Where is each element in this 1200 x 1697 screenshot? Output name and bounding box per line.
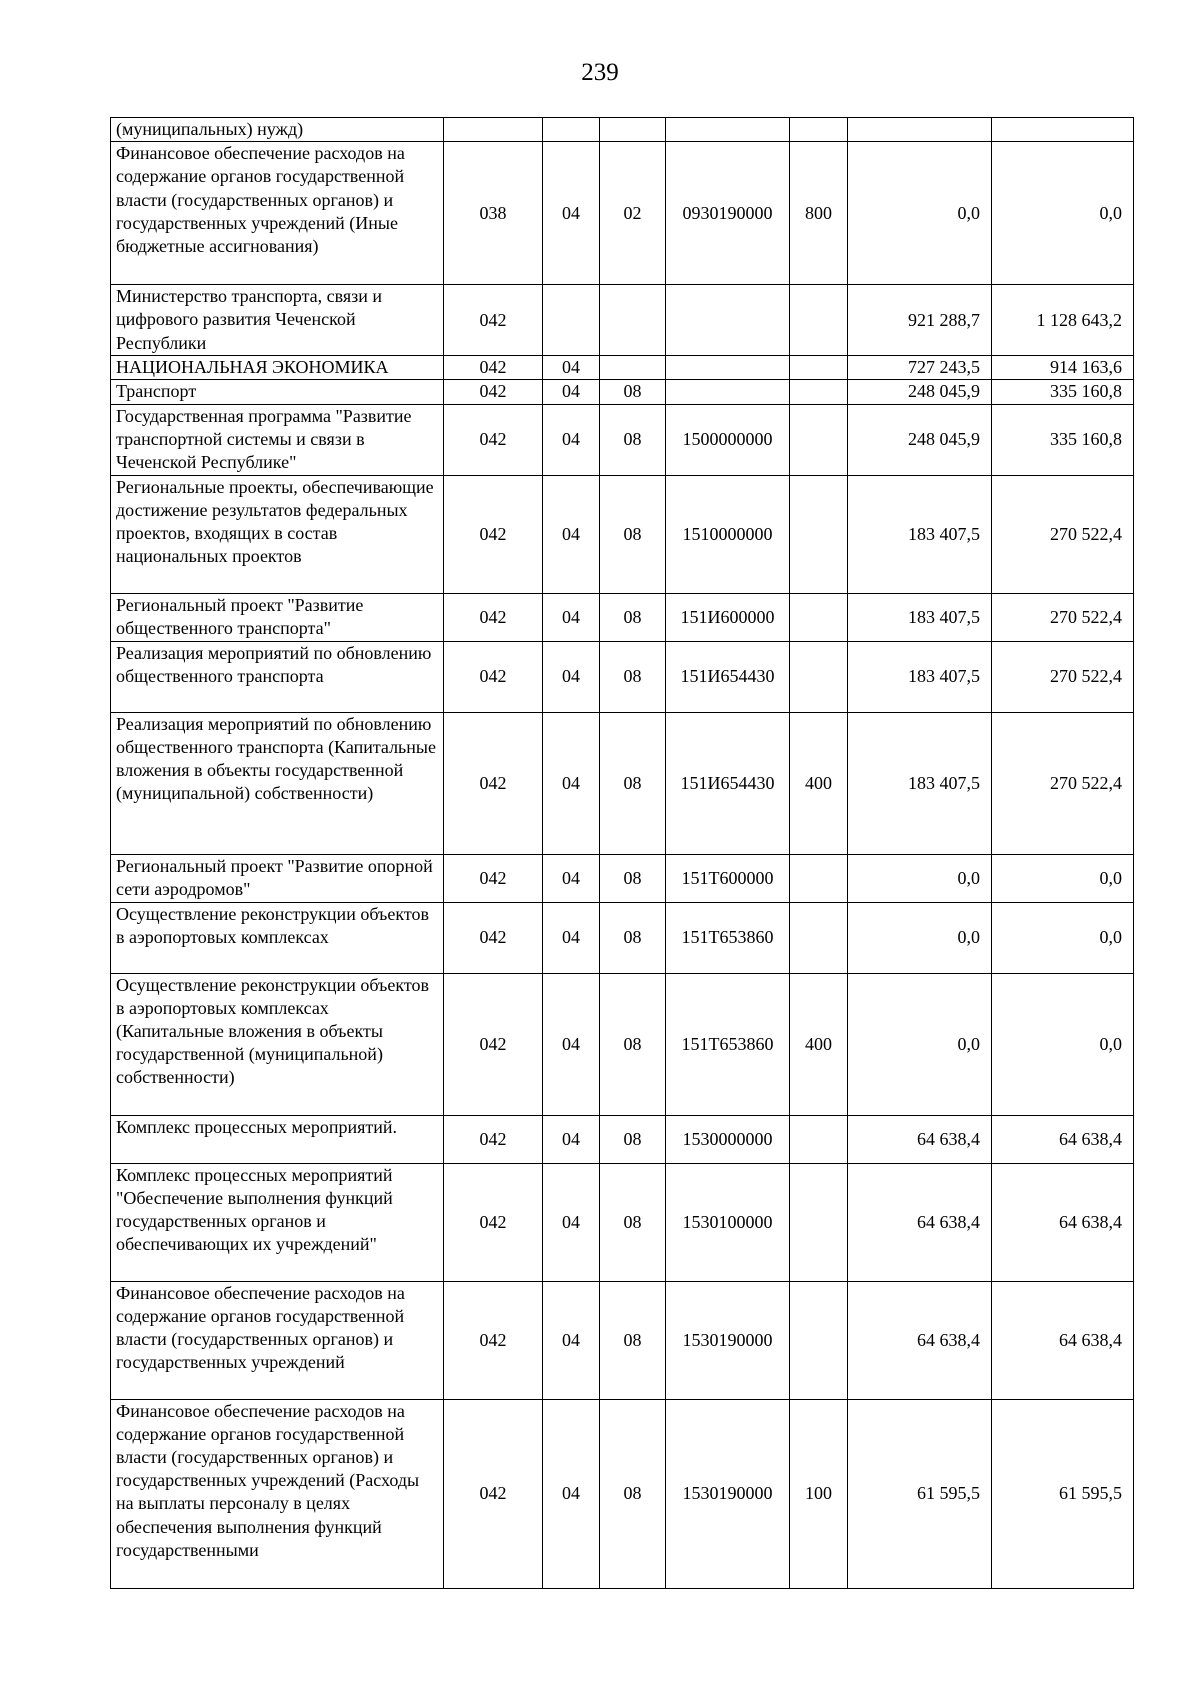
table-body	[111, 118, 1134, 1589]
item-name-cell: Финансовое обеспечение расходов на содержание органов государственной власти (государственных органов) и государственных учреждений	[111, 1281, 444, 1399]
item-name-cell: Региональный проект "Развитие опорной сети аэродромов"	[111, 854, 444, 902]
table-row	[111, 1281, 1134, 1399]
subsection-code-cell	[600, 356, 666, 380]
expense-type-cell	[790, 404, 848, 475]
expense-type-cell	[790, 1281, 848, 1399]
section-code-cell: 04	[543, 404, 600, 475]
subsection-code-cell: 08	[600, 1281, 666, 1399]
amount-year-1-cell	[848, 118, 992, 142]
section-code-cell: 04	[543, 712, 600, 854]
table-row	[111, 118, 1134, 142]
section-code-cell: 04	[543, 973, 600, 1115]
amount-year-2-cell: 0,0	[992, 854, 1134, 902]
expense-type-cell	[790, 356, 848, 380]
expense-type-cell: 400	[790, 973, 848, 1115]
amount-year-1-cell: 61 595,5	[848, 1399, 992, 1588]
amount-year-1-cell: 0,0	[848, 902, 992, 973]
target-article-cell: 151И654430	[666, 712, 790, 854]
item-name-cell: Реализация мероприятий по обновлению общественного транспорта (Капитальные вложения в объекты государственной (муниципальной) собственности)	[111, 712, 444, 854]
amount-year-1-cell: 248 045,9	[848, 404, 992, 475]
amount-year-2-cell: 64 638,4	[992, 1115, 1134, 1163]
target-article-cell: 151Т653860	[666, 902, 790, 973]
section-code-cell: 04	[543, 1399, 600, 1588]
table-row	[111, 641, 1134, 712]
section-code-cell: 04	[543, 142, 600, 285]
subsection-code-cell: 08	[600, 902, 666, 973]
table-row	[111, 712, 1134, 854]
table-row	[111, 285, 1134, 356]
ministry-code-cell: 042	[444, 902, 543, 973]
subsection-code-cell: 08	[600, 1163, 666, 1281]
amount-year-1-cell: 0,0	[848, 854, 992, 902]
expense-type-cell	[790, 1115, 848, 1163]
amount-year-2-cell: 914 163,6	[992, 356, 1134, 380]
item-name-cell: Региональный проект "Развитие общественного транспорта"	[111, 593, 444, 641]
subsection-code-cell: 08	[600, 712, 666, 854]
table-row	[111, 854, 1134, 902]
ministry-code-cell: 042	[444, 380, 543, 404]
item-name-cell: Осуществление реконструкции объектов в аэропортовых комплексах	[111, 902, 444, 973]
item-name-cell: Государственная программа "Развитие транспортной системы и связи в Чеченской Республике"	[111, 404, 444, 475]
section-code-cell: 04	[543, 380, 600, 404]
expense-type-cell	[790, 854, 848, 902]
amount-year-1-cell: 0,0	[848, 973, 992, 1115]
amount-year-2-cell: 0,0	[992, 973, 1134, 1115]
amount-year-1-cell: 921 288,7	[848, 285, 992, 356]
amount-year-1-cell: 64 638,4	[848, 1163, 992, 1281]
target-article-cell: 1530000000	[666, 1115, 790, 1163]
ministry-code-cell: 042	[444, 854, 543, 902]
subsection-code-cell: 08	[600, 973, 666, 1115]
table-row	[111, 593, 1134, 641]
item-name-cell: Министерство транспорта, связи и цифрового развития Чеченской Республики	[111, 285, 444, 356]
amount-year-2-cell: 335 160,8	[992, 380, 1134, 404]
amount-year-1-cell: 183 407,5	[848, 641, 992, 712]
expense-type-cell	[790, 593, 848, 641]
ministry-code-cell: 042	[444, 1163, 543, 1281]
amount-year-2-cell: 64 638,4	[992, 1163, 1134, 1281]
ministry-code-cell: 042	[444, 1115, 543, 1163]
item-name-cell: НАЦИОНАЛЬНАЯ ЭКОНОМИКА	[111, 356, 444, 380]
amount-year-2-cell: 61 595,5	[992, 1399, 1134, 1588]
ministry-code-cell: 042	[444, 1281, 543, 1399]
target-article-cell: 1510000000	[666, 475, 790, 593]
subsection-code-cell: 08	[600, 1115, 666, 1163]
subsection-code-cell: 08	[600, 475, 666, 593]
subsection-code-cell	[600, 118, 666, 142]
section-code-cell: 04	[543, 593, 600, 641]
table-row	[111, 380, 1134, 404]
target-article-cell: 151Т600000	[666, 854, 790, 902]
subsection-code-cell	[600, 285, 666, 356]
section-code-cell: 04	[543, 356, 600, 380]
table-row	[111, 356, 1134, 380]
table-row	[111, 404, 1134, 475]
amount-year-1-cell: 0,0	[848, 142, 992, 285]
target-article-cell	[666, 118, 790, 142]
page-number: 239	[581, 59, 619, 86]
amount-year-2-cell: 270 522,4	[992, 712, 1134, 854]
ministry-code-cell: 042	[444, 285, 543, 356]
amount-year-1-cell: 248 045,9	[848, 380, 992, 404]
amount-year-1-cell: 183 407,5	[848, 475, 992, 593]
expense-type-cell	[790, 380, 848, 404]
amount-year-1-cell: 727 243,5	[848, 356, 992, 380]
table-row	[111, 1399, 1134, 1588]
amount-year-1-cell: 183 407,5	[848, 593, 992, 641]
target-article-cell: 151Т653860	[666, 973, 790, 1115]
subsection-code-cell: 08	[600, 854, 666, 902]
amount-year-2-cell: 270 522,4	[992, 475, 1134, 593]
subsection-code-cell: 08	[600, 380, 666, 404]
section-code-cell: 04	[543, 854, 600, 902]
section-code-cell: 04	[543, 475, 600, 593]
ministry-code-cell: 042	[444, 641, 543, 712]
target-article-cell: 151И600000	[666, 593, 790, 641]
table-row	[111, 973, 1134, 1115]
amount-year-2-cell: 270 522,4	[992, 641, 1134, 712]
subsection-code-cell: 08	[600, 593, 666, 641]
section-code-cell: 04	[543, 902, 600, 973]
amount-year-2-cell: 1 128 643,2	[992, 285, 1134, 356]
amount-year-2-cell: 335 160,8	[992, 404, 1134, 475]
subsection-code-cell: 08	[600, 404, 666, 475]
item-name-cell: Комплекс процессных мероприятий.	[111, 1115, 444, 1163]
item-name-cell: (муниципальных) нужд)	[111, 118, 444, 142]
expense-type-cell	[790, 118, 848, 142]
expense-type-cell	[790, 1163, 848, 1281]
amount-year-2-cell: 270 522,4	[992, 593, 1134, 641]
table-row	[111, 142, 1134, 285]
item-name-cell: Региональные проекты, обеспечивающие достижение результатов федеральных проектов, входящих в состав национальных проектов	[111, 475, 444, 593]
ministry-code-cell: 042	[444, 1399, 543, 1588]
budget-table	[110, 117, 1134, 1589]
expense-type-cell: 100	[790, 1399, 848, 1588]
subsection-code-cell: 08	[600, 641, 666, 712]
amount-year-1-cell: 64 638,4	[848, 1281, 992, 1399]
target-article-cell: 151И654430	[666, 641, 790, 712]
ministry-code-cell: 042	[444, 973, 543, 1115]
amount-year-2-cell: 0,0	[992, 902, 1134, 973]
amount-year-2-cell: 0,0	[992, 142, 1134, 285]
ministry-code-cell: 038	[444, 142, 543, 285]
amount-year-2-cell: 64 638,4	[992, 1281, 1134, 1399]
item-name-cell: Транспорт	[111, 380, 444, 404]
table-row	[111, 902, 1134, 973]
expense-type-cell	[790, 475, 848, 593]
target-article-cell	[666, 285, 790, 356]
ministry-code-cell: 042	[444, 712, 543, 854]
target-article-cell: 1530190000	[666, 1399, 790, 1588]
item-name-cell: Финансовое обеспечение расходов на содержание органов государственной власти (государственных органов) и государственных учреждений (Иные бюджетные ассигнования)	[111, 142, 444, 285]
amount-year-2-cell	[992, 118, 1134, 142]
expense-type-cell: 800	[790, 142, 848, 285]
section-code-cell: 04	[543, 1163, 600, 1281]
target-article-cell	[666, 380, 790, 404]
table-row	[111, 1115, 1134, 1163]
item-name-cell: Комплекс процессных мероприятий "Обеспечение выполнения функций государственных органов и обеспечивающих их учреждений"	[111, 1163, 444, 1281]
target-article-cell: 1530190000	[666, 1281, 790, 1399]
expense-type-cell	[790, 641, 848, 712]
item-name-cell: Финансовое обеспечение расходов на содержание органов государственной власти (государственных органов) и государственных учреждений (Расходы на выплаты персоналу в целях обеспечения выполнения функций государственными	[111, 1399, 444, 1588]
target-article-cell: 0930190000	[666, 142, 790, 285]
section-code-cell: 04	[543, 641, 600, 712]
section-code-cell	[543, 285, 600, 356]
ministry-code-cell: 042	[444, 356, 543, 380]
subsection-code-cell: 02	[600, 142, 666, 285]
ministry-code-cell	[444, 118, 543, 142]
table-row	[111, 1163, 1134, 1281]
target-article-cell: 1530100000	[666, 1163, 790, 1281]
item-name-cell: Реализация мероприятий по обновлению общественного транспорта	[111, 641, 444, 712]
section-code-cell: 04	[543, 1281, 600, 1399]
target-article-cell: 1500000000	[666, 404, 790, 475]
table-row	[111, 475, 1134, 593]
ministry-code-cell: 042	[444, 475, 543, 593]
target-article-cell	[666, 356, 790, 380]
amount-year-1-cell: 183 407,5	[848, 712, 992, 854]
section-code-cell: 04	[543, 1115, 600, 1163]
expense-type-cell	[790, 285, 848, 356]
expense-type-cell: 400	[790, 712, 848, 854]
ministry-code-cell: 042	[444, 593, 543, 641]
section-code-cell	[543, 118, 600, 142]
item-name-cell: Осуществление реконструкции объектов в аэропортовых комплексах (Капитальные вложения в объекты государственной (муниципальной) собственности)	[111, 973, 444, 1115]
subsection-code-cell: 08	[600, 1399, 666, 1588]
expense-type-cell	[790, 902, 848, 973]
ministry-code-cell: 042	[444, 404, 543, 475]
amount-year-1-cell: 64 638,4	[848, 1115, 992, 1163]
